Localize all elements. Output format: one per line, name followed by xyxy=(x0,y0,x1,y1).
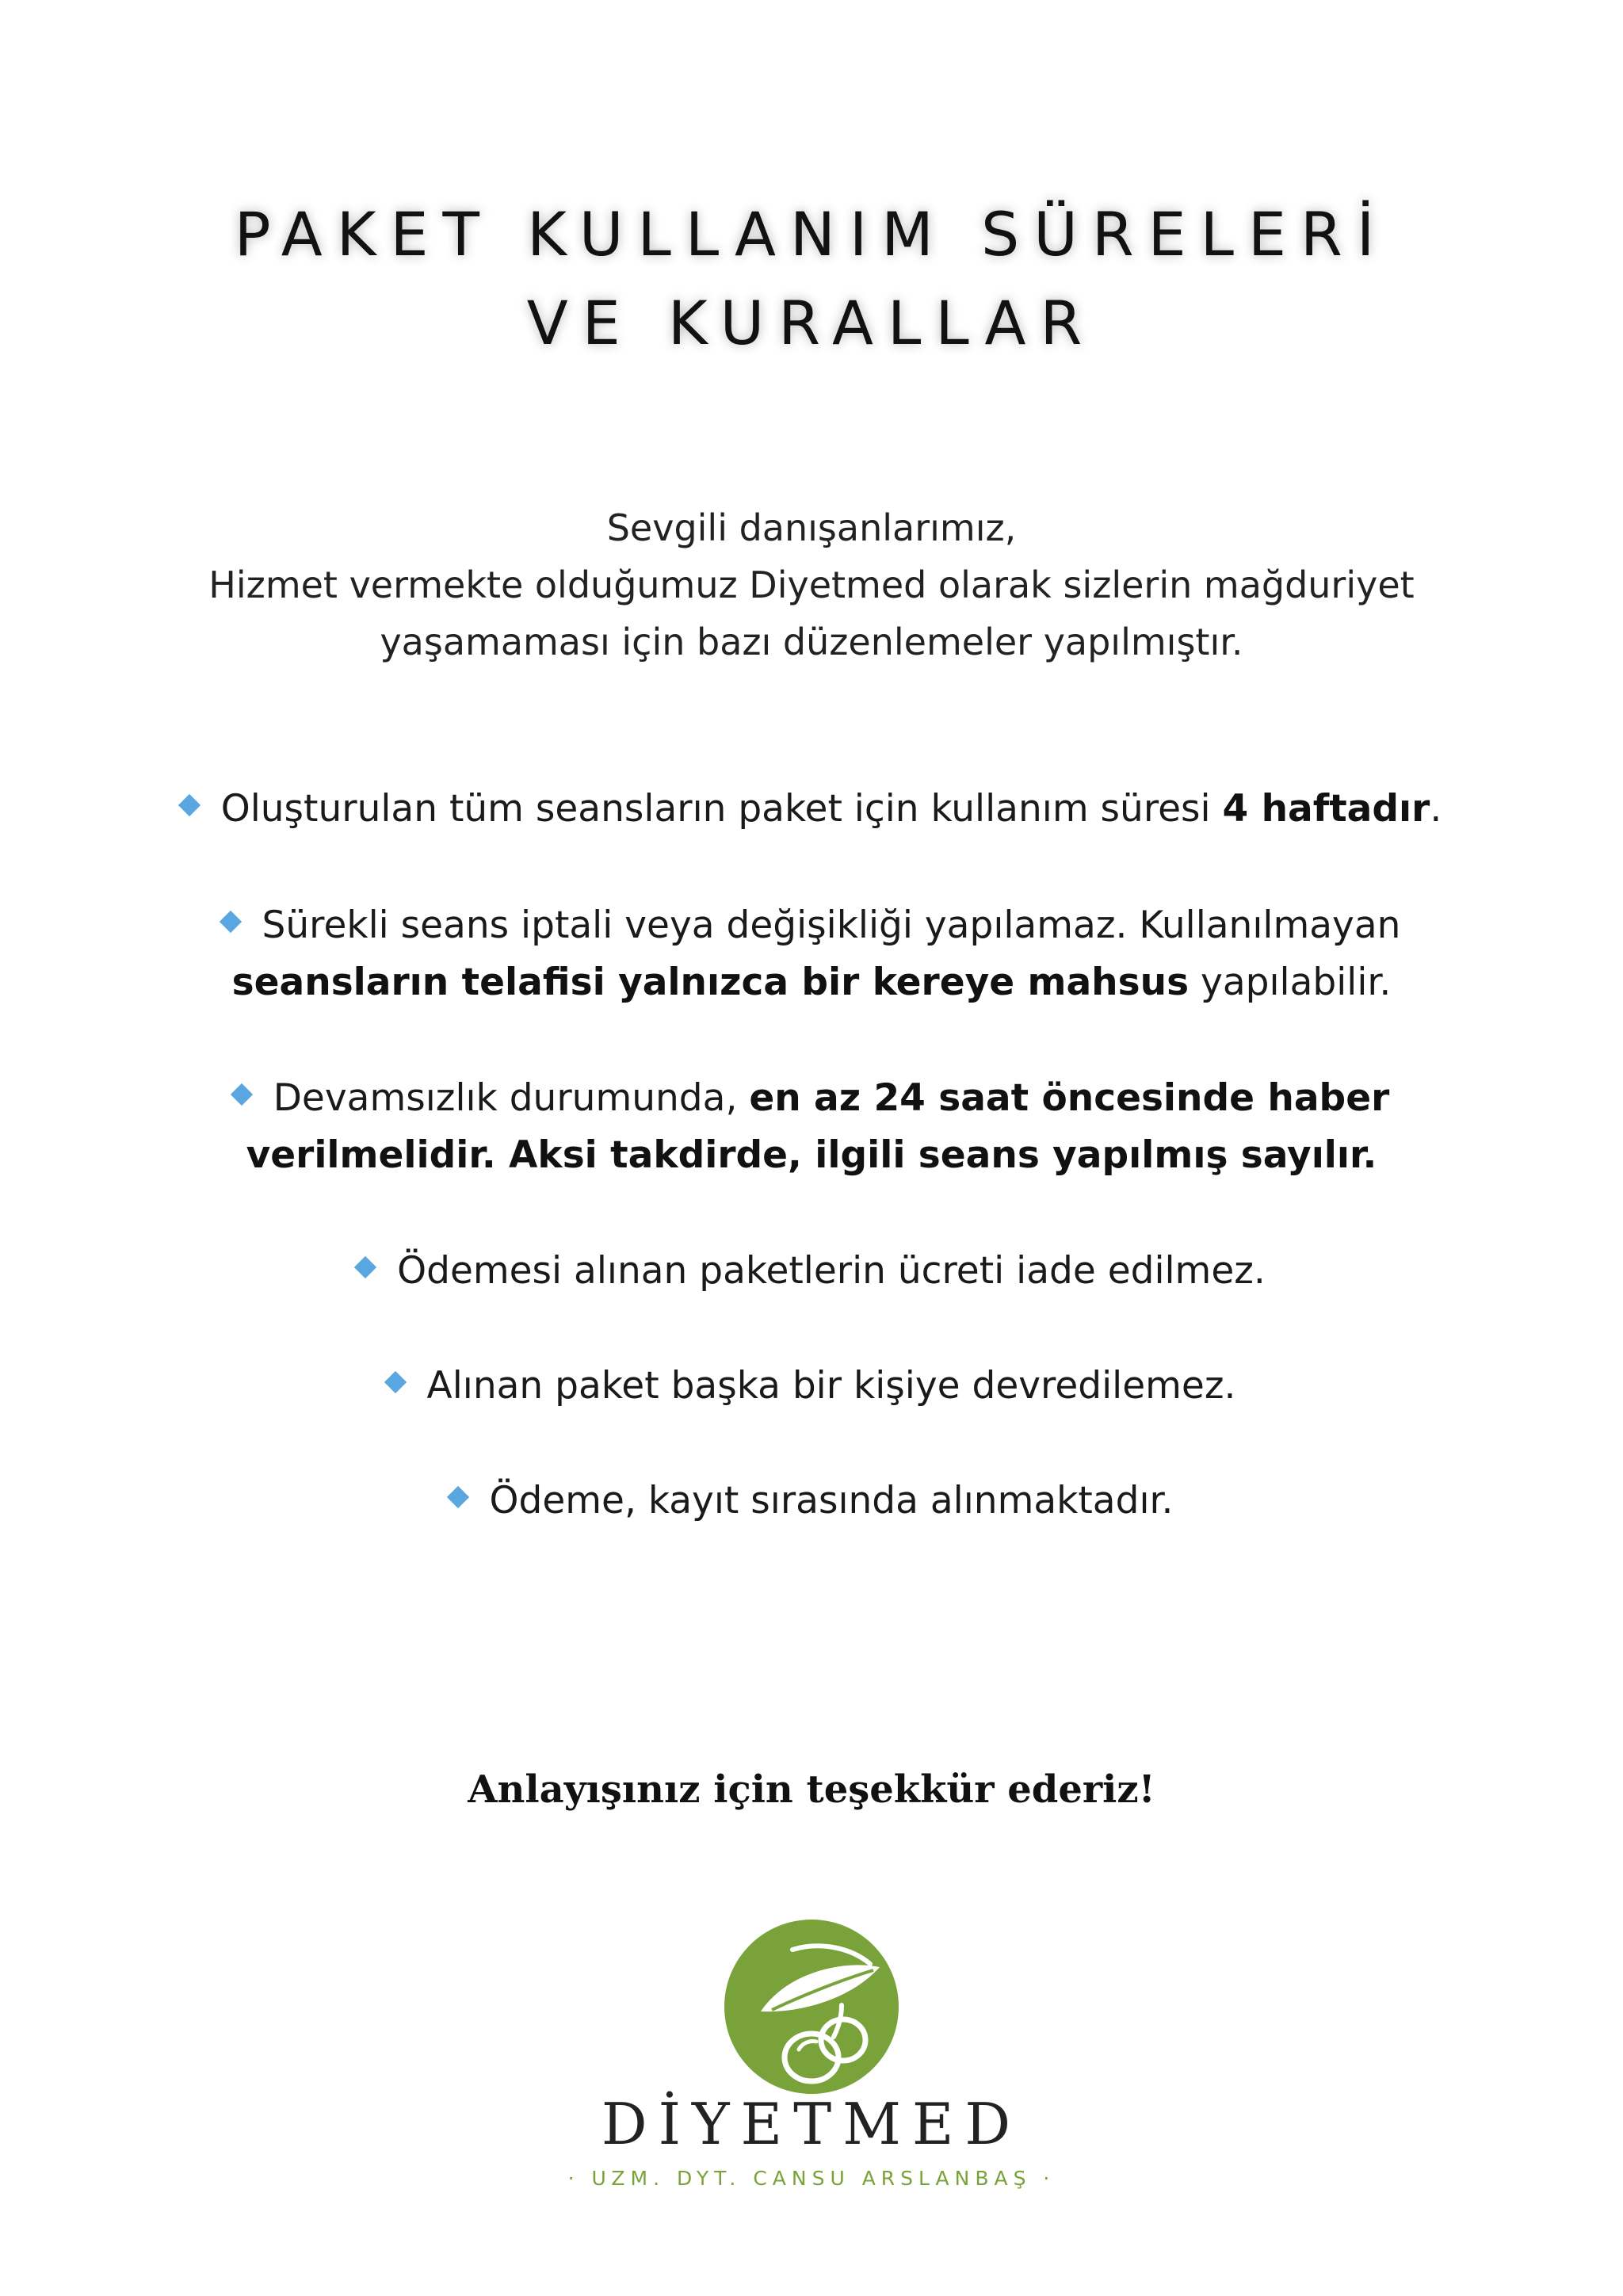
diamond-bullet-icon xyxy=(446,1486,468,1508)
intro-greeting: Sevgili danışanlarımız, xyxy=(606,506,1017,549)
page-title xyxy=(0,190,1623,368)
rule-item-4: Ödemesi alınan paketlerin ücreti iade edilmez. xyxy=(0,1243,1623,1300)
title-line-2: VE KURALLAR xyxy=(526,288,1097,358)
thank-you-note: Anlayışınız için teşekkür ederiz! xyxy=(468,1767,1155,1812)
diamond-bullet-icon xyxy=(219,911,241,933)
diamond-bullet-icon xyxy=(354,1256,376,1278)
olive-branch-icon xyxy=(723,1918,900,2095)
rule-item-1: Oluşturulan tüm seansların paket için kullanım süresi 4 haftadır. xyxy=(0,781,1623,838)
intro-paragraph xyxy=(0,499,1623,670)
intro-line-3: yaşamaması için bazı düzenlemeler yapılmıştır. xyxy=(380,621,1243,663)
rule-item-3: Devamsızlık durumunda, en az 24 saat öncesinde haber verilmelidir. Aksi takdirde, ilgili seans yapılmış sayılır. xyxy=(0,1070,1623,1184)
brand-name: DİYETMED xyxy=(601,2091,1022,2157)
title-line-1: PAKET KULLANIM SÜRELERİ xyxy=(234,199,1389,269)
brand-subtitle: · UZM. DYT. CANSU ARSLANBAŞ · xyxy=(567,2167,1056,2190)
rule-item-6: Ödeme, kayıt sırasında alınmaktadır. xyxy=(0,1473,1623,1530)
rule-item-5: Alınan paket başka bir kişiye devredilemez. xyxy=(0,1358,1623,1415)
rule-item-2: Sürekli seans iptali veya değişikliği yapılamaz. Kullanılmayan seansların telafisi yalnızca bir kereye mahsus yapılabilir. xyxy=(0,897,1623,1011)
intro-line-2: Hizmet vermekte olduğumuz Diyetmed olarak sizlerin mağduriyet xyxy=(208,563,1415,606)
diamond-bullet-icon xyxy=(231,1083,253,1106)
diamond-bullet-icon xyxy=(178,794,200,816)
diamond-bullet-icon xyxy=(384,1371,406,1393)
